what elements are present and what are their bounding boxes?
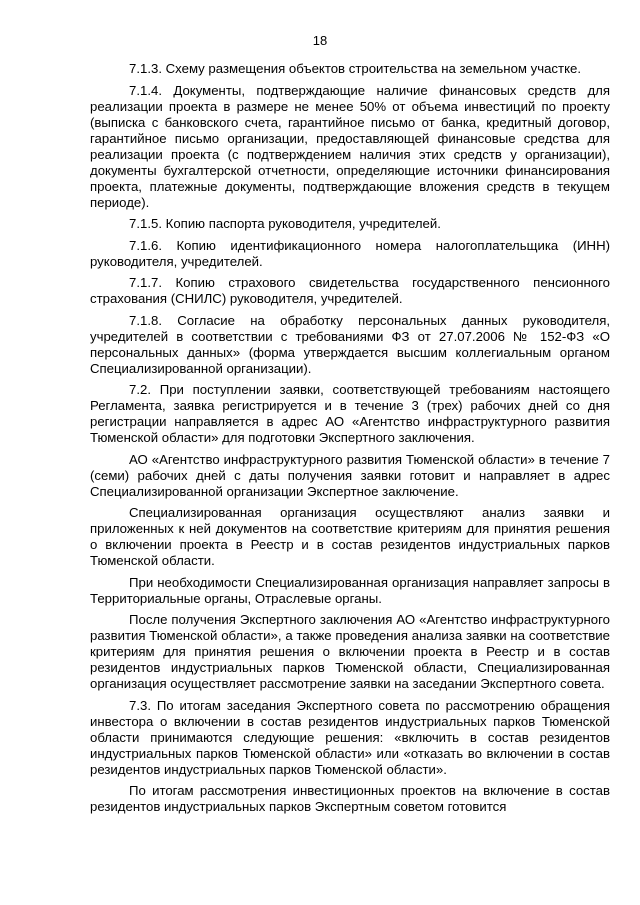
paragraph-7-2: 7.2. При поступлении заявки, соответствующей требованиям настоящего Регламента, заявка регистрируется и в течение 3 (трех) рабочих дней со дня регистрации направляется в адрес АО «Агентство инфраструктурного развития Тюменской области» для подготовки Экспертного заключения. — [90, 382, 610, 445]
page-number: 18 — [312, 33, 328, 48]
paragraph-7-1-3: 7.1.3. Схему размещения объектов строительства на земельном участке. — [129, 61, 581, 76]
paragraph-final: По итогам рассмотрения инвестиционных проектов на включение в состав резидентов индустриальных парков Экспертным советом готовится — [90, 783, 610, 814]
document-body — [90, 61, 610, 815]
paragraph-7-1-8: 7.1.8. Согласие на обработку персональных данных руководителя, учредителей в соответствии с требованиями ФЗ от 27.07.2006 № 152-ФЗ «О персональных данных» (форма утверждается высшим коллегиальным органом Специализированной организации). — [90, 312, 610, 376]
paragraph-7-1-5: 7.1.5. Копию паспорта руководителя, учредителей. — [129, 216, 441, 231]
paragraph-7-1-7: 7.1.7. Копию страхового свидетельства государственного пенсионного страхования (СНИЛС) руководителя, учредителей. — [90, 275, 610, 306]
paragraph-requests-to-authorities: При необходимости Специализированная организация направляет запросы в Территориальные органы, Отраслевые органы. — [90, 574, 610, 606]
paragraph-7-1-4: 7.1.4. Документы, подтверждающие наличие финансовых средств для реализации проекта в размере не менее 50% от объема инвестиций по проекту (выписка с банковского счета, гарантийное письмо от банка, кредитный договор, гарантийное письмо организации, предоставляющей финансовые средства для реализации проекта (с подтверждением наличия этих средств у организации), документы бухгалтерской отчетности, определяющие источники финансирования проекта, платежные документы, подтверждающие вложения средств в текущем периоде). — [90, 82, 610, 210]
paragraph-expert-council-review: После получения Экспертного заключения АО «Агентство инфраструктурного развития Тюменской области», а также проведения анализа заявки на соответствие критериям для принятия решения о включении проекта в Реестр и в состав резидентов индустриальных парков Тюменской области, Специализированная организация осуществляет рассмотрение заявки на заседании Экспертного совета. — [90, 612, 610, 691]
paragraph-agency-expert-conclusion: АО «Агентство инфраструктурного развития Тюменской области» в течение 7 (семи) рабочих дней с даты получения заявки готовит и направляет в адрес Специализированной организации Экспертное заключение. — [90, 451, 610, 499]
paragraph-7-3: 7.3. По итогам заседания Экспертного совета по рассмотрению обращения инвестора о включении в состав резидентов индустриальных парков Тюменской области принимаются следующие решения: «включить в состав резидентов индустриальных парков Тюменской области» или «отказать во включении в состав резидентов индустриальных парков Тюменской области». — [90, 697, 610, 777]
paragraph-7-1-6: 7.1.6. Копию идентификационного номера налогоплательщика (ИНН) руководителя, учредителей. — [90, 237, 610, 269]
paragraph-specialized-org-analysis: Специализированная организация осуществляют анализ заявки и приложенных к ней документов на соответствие критериям для принятия решения о включении проекта в Реестр и в состав резидентов индустриальных парков Тюменской области. — [90, 505, 610, 568]
